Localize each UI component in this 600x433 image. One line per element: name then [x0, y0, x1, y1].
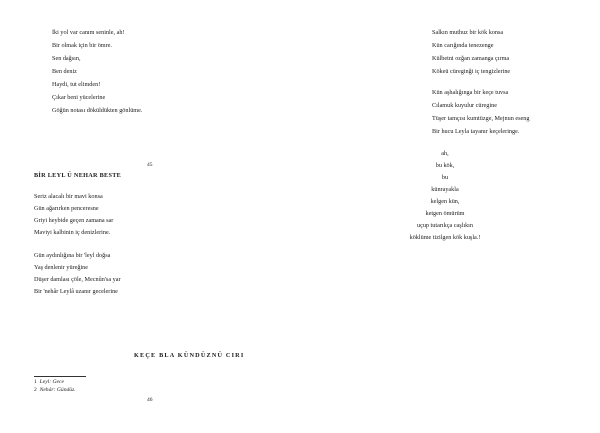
- poem-line: Gün aydınlığına bir 'leyl doğsa: [34, 252, 111, 259]
- poem-line: İki yol var canım seninle, ah!: [52, 29, 125, 36]
- poem-line: Ben deniz: [52, 68, 77, 75]
- poem-line: bu: [441, 174, 449, 181]
- poem-line: Cılamuk kuyulur cüregine: [432, 102, 497, 109]
- poem-line: ketgen ömürüm: [425, 210, 465, 217]
- poem-line: kelgen kün,: [430, 198, 460, 205]
- poem-line: ah,: [441, 150, 449, 157]
- footnote-2: 2 Nehâr: Gündüz.: [34, 387, 76, 393]
- bottom-title: KEÇE BLA KÜNDÜZNÜ CIRI: [134, 352, 245, 359]
- poem-line: Griyi heybide geçen zamana sar: [34, 217, 114, 224]
- poem-line: Düşer damlası çöle, Mecnûn'sa yar: [34, 276, 121, 283]
- poem-line: Bir 'nehâr Leylâ uzanır gecelerine: [34, 288, 118, 295]
- footnote-1: 1 Leyl: Gece: [34, 379, 64, 385]
- section-title: BİR LEYL Ü NEHAR BESTE: [34, 172, 122, 179]
- poem-line: Tüşer tamçısı kumtüzge, Mejnun eseng: [432, 115, 530, 122]
- page-number-top: 45: [147, 162, 153, 168]
- poem-line: Kökeü cüreginği iç tengizlerine: [432, 68, 511, 75]
- poem-line: Çıkar beni yücelerine: [52, 94, 106, 101]
- poem-line: Salkın muthuz bir kök konsa: [432, 29, 504, 36]
- poem-line: Seriz alacalı bir mavi konsa: [34, 193, 103, 200]
- poem-line: Gün ağarırken penceresne: [34, 205, 99, 212]
- poem-line: uçup tutarıkça caşlıkın: [416, 222, 473, 229]
- poem-line: Kün carığında tenezenge: [432, 42, 494, 49]
- poem-line: Yaş denlenir yüreğine: [34, 264, 89, 271]
- poem-line: Külbetni ozğan zamanga çırma: [432, 55, 510, 62]
- poem-line: Sen dağsın,: [52, 55, 81, 62]
- poem-line: Haydi, tut elimden!: [52, 81, 101, 88]
- poem-line: Bir olmak için bir ömre.: [52, 42, 112, 49]
- poem-line: Maviyi kalbinin iç denizlerine.: [34, 229, 111, 236]
- poem-line: künrayakla: [431, 186, 459, 193]
- poem-line: Bir hucu Leyla tayanır keçeleringe.: [432, 128, 520, 135]
- poem-line: Kün aşhalığınga bir keçe tuvsa: [432, 89, 509, 96]
- footnote-rule: [34, 376, 86, 377]
- page-number-bottom: 46: [147, 397, 153, 403]
- poem-line: bu kök,: [435, 162, 455, 169]
- poem-line: köklüme tizilgen kök kuşla.!: [409, 234, 481, 241]
- poem-line: Göğün notası döküldükten gönlüme.: [52, 107, 143, 114]
